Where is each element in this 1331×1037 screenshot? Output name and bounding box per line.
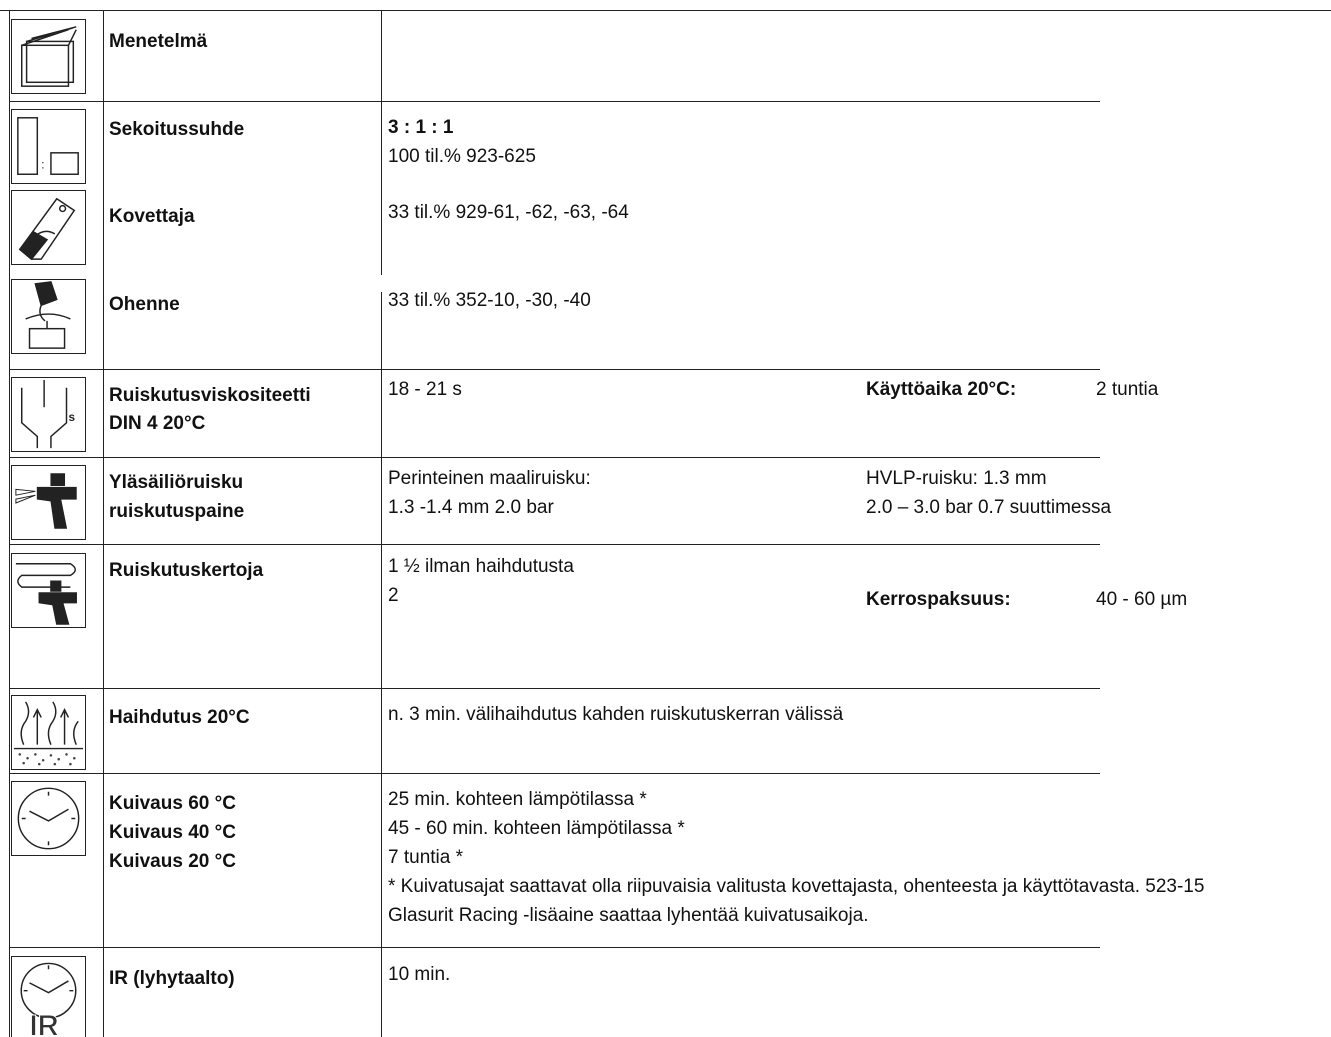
- drying-note-line-2: Glasurit Racing -lisäaine saattaa lyhentää kuivatusaikoja.: [388, 905, 869, 926]
- row-divider: [9, 544, 1100, 545]
- hvlp-gun-value: 2.0 – 3.0 bar 0.7 suuttimessa: [866, 497, 1112, 518]
- row-label-viskositeetti-2: DIN 4 20°C: [109, 413, 206, 434]
- hvlp-gun-label: HVLP-ruisku: 1.3 mm: [866, 468, 1047, 489]
- flash-off-value: n. 3 min. välihaihdutus kahden ruiskutuskerran välissä: [388, 704, 844, 725]
- row-label-viskositeetti-1: Ruiskutusviskositeetti: [109, 385, 311, 406]
- binder-icon: [11, 19, 86, 94]
- svg-text:s: s: [68, 410, 75, 424]
- drying-note-line-1: * Kuivatusajat saattavat olla riipuvaisia valitusta kovettajasta, ohenteesta ja käyttötavasta. 523-15: [388, 876, 1205, 897]
- viscosity-cup-icon: [11, 377, 86, 452]
- row-divider: [9, 688, 1100, 689]
- row-label-sekoitussuhde: Sekoitussuhde: [109, 119, 245, 140]
- row-label-ir: IR (lyhytaalto): [109, 968, 235, 989]
- row-label-ohenne: Ohenne: [109, 294, 180, 315]
- row-label-kovettaja: Kovettaja: [109, 206, 195, 227]
- svg-text::: :: [41, 158, 45, 172]
- drying-20-value: 7 tuntia *: [388, 847, 463, 868]
- mixing-ratio-value: 3 : 1 : 1: [388, 117, 454, 138]
- row-label-kertoja: Ruiskutuskertoja: [109, 560, 264, 581]
- row-divider: [9, 369, 1100, 370]
- ir-value: 10 min.: [388, 964, 451, 985]
- row-label-menetelma: Menetelmä: [109, 31, 208, 52]
- row-label-kuivaus-60: Kuivaus 60 °C: [109, 793, 236, 814]
- value-column-divider: [381, 292, 382, 1037]
- row-divider: [9, 947, 1100, 948]
- thinner-value: 33 til.% 352-10, -30, -40: [388, 290, 591, 311]
- clock-icon: [11, 781, 86, 856]
- row-label-kuivaus-40: Kuivaus 40 °C: [109, 822, 236, 843]
- spray-coats-icon: [11, 553, 86, 628]
- top-border: [0, 10, 1331, 11]
- thinner-pour-icon: [11, 279, 86, 354]
- row-divider: [9, 457, 1100, 458]
- drying-40-value: 45 - 60 min. kohteen lämpötilassa *: [388, 818, 685, 839]
- pot-life-value: 2 tuntia: [1096, 379, 1159, 400]
- conventional-gun-label: Perinteinen maaliruisku:: [388, 468, 591, 489]
- ir-icon-text: IR: [29, 1010, 59, 1037]
- value-column-divider: [381, 10, 382, 275]
- ir-clock-icon: [11, 956, 86, 1037]
- mixing-ratio-icon: [11, 109, 86, 184]
- row-label-kuivaus-20: Kuivaus 20 °C: [109, 851, 236, 872]
- hardener-value: 33 til.% 929-61, -62, -63, -64: [388, 202, 629, 223]
- drying-60-value: 25 min. kohteen lämpötilassa *: [388, 789, 647, 810]
- hardener-can-icon: [11, 190, 86, 265]
- film-thickness-label: Kerrospaksuus:: [866, 589, 1011, 610]
- flash-off-icon: [11, 695, 86, 770]
- row-divider: [9, 773, 1100, 774]
- row-label-ruisku-1: Yläsäiliöruisku: [109, 472, 244, 493]
- row-label-ruisku-2: ruiskutuspaine: [109, 501, 245, 522]
- mixing-base-value: 100 til.% 923-625: [388, 146, 536, 167]
- row-divider: [9, 101, 1100, 102]
- coats-value-2: 2: [388, 585, 399, 606]
- row-label-haihdutus: Haihdutus 20°C: [109, 707, 250, 728]
- conventional-gun-value: 1.3 -1.4 mm 2.0 bar: [388, 497, 554, 518]
- pot-life-label: Käyttöaika 20°C:: [866, 379, 1017, 400]
- viscosity-value: 18 - 21 s: [388, 379, 462, 400]
- coats-value-1: 1 ½ ilman haihdutusta: [388, 556, 574, 577]
- left-border: [9, 10, 10, 1037]
- spray-gun-icon: [11, 465, 86, 540]
- label-column-divider: [103, 10, 104, 1037]
- film-thickness-value: 40 - 60 µm: [1096, 589, 1188, 610]
